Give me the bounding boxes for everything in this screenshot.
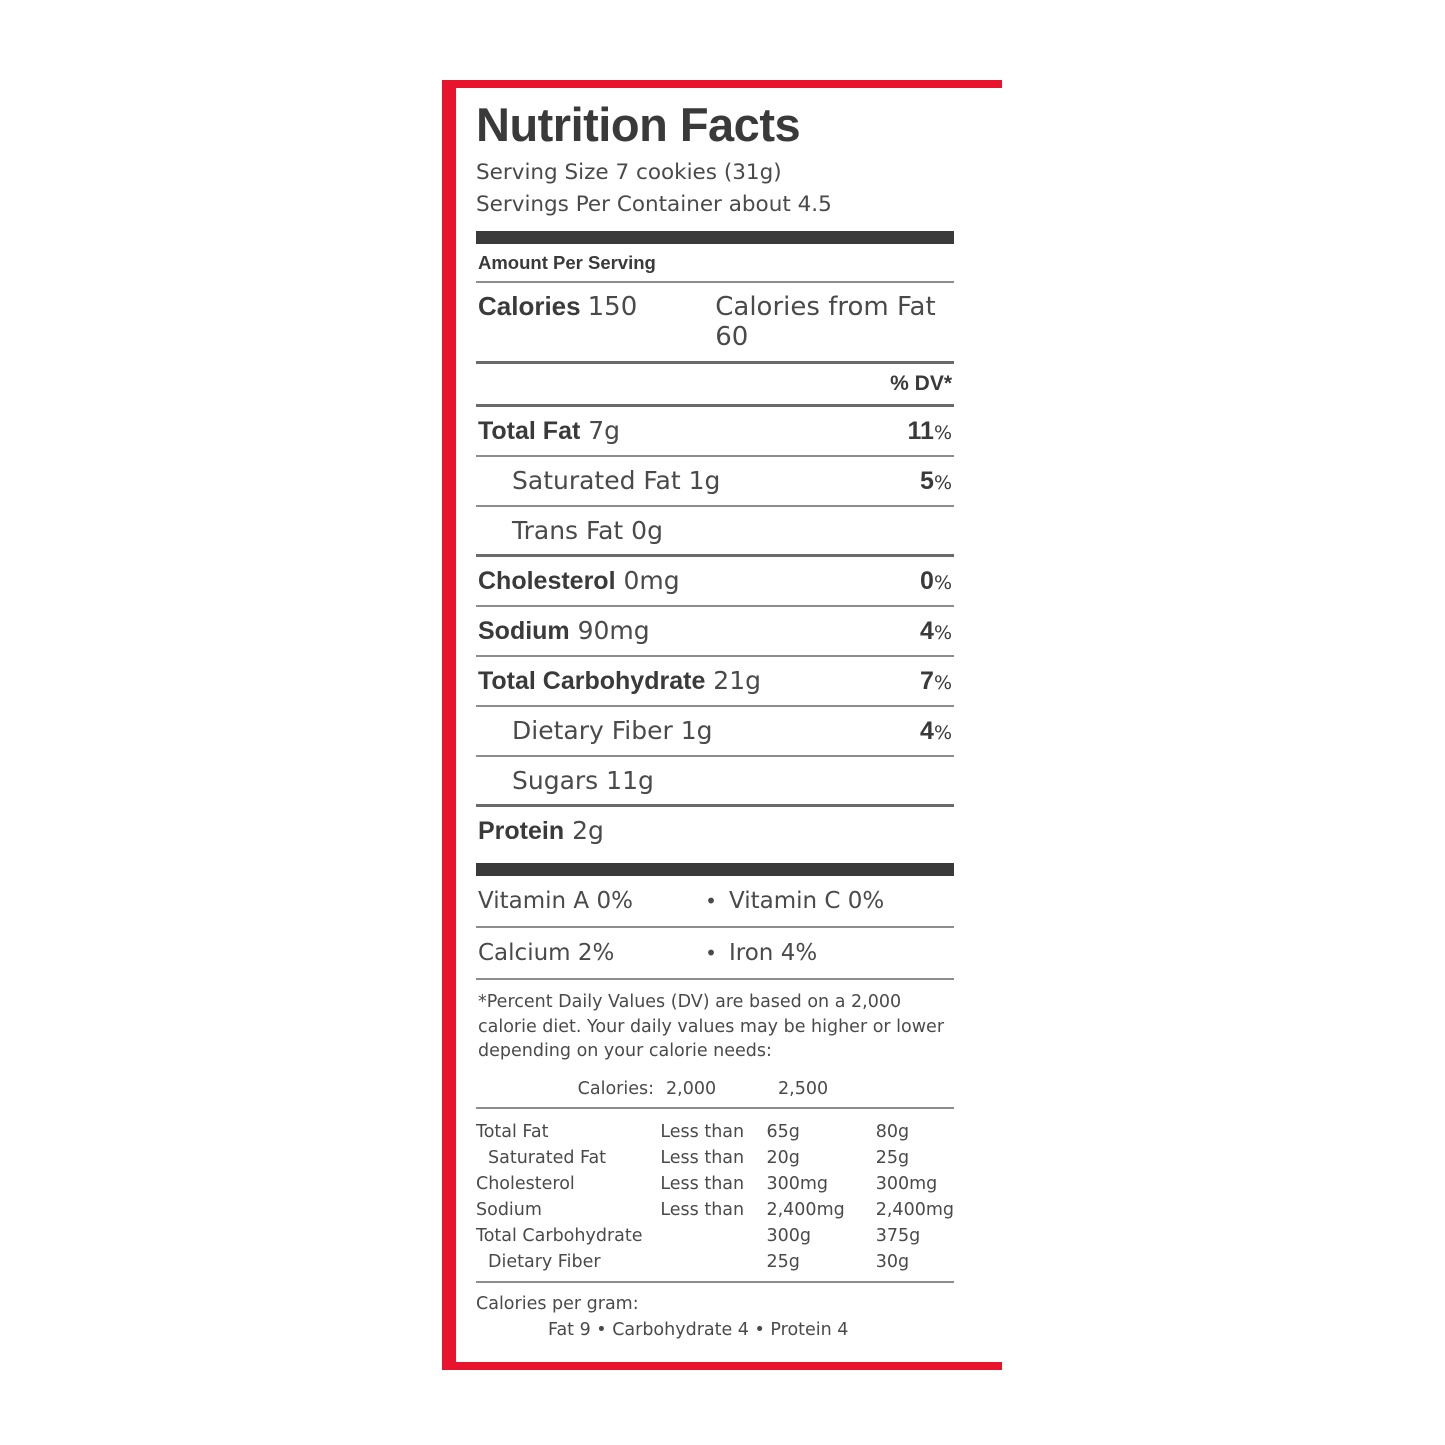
table-header-row <box>476 1076 954 1105</box>
nutrient-dv: 4% <box>920 716 952 745</box>
nutrient-amount: 2g <box>572 815 604 845</box>
amount-per-serving-label: Amount Per Serving <box>478 251 656 273</box>
nutrient-amount: 90mg <box>577 615 650 645</box>
table-row: Dietary Fiber 25g 30g <box>488 1252 910 1273</box>
nutrient-row-sugars <box>476 757 954 804</box>
table-row: Cholesterol Less than 300mg 300mg <box>476 1174 938 1195</box>
page-title: Nutrition Facts <box>476 98 801 151</box>
nutrient-name: Sugars <box>512 765 599 795</box>
nutrient-name: Trans Fat <box>512 515 624 545</box>
nutrient-name: Cholesterol <box>478 566 616 595</box>
nutrient-name: Total Carbohydrate <box>478 666 706 695</box>
bullet-dot-icon: • <box>705 940 717 965</box>
calories-from-fat: Calories from Fat 60 <box>715 291 936 352</box>
calories-value: 150 <box>587 291 638 322</box>
vitamin-a: Vitamin A 0% <box>478 887 633 914</box>
calories-row <box>476 283 954 361</box>
calories-label: Calories <box>478 290 581 321</box>
nutrient-row-trans-fat <box>476 507 954 554</box>
divider-thick-bottom <box>476 863 954 876</box>
nutrient-name: Saturated Fat <box>512 465 681 495</box>
nutrition-facts-label <box>476 100 954 1344</box>
nutrient-amount: 0g <box>631 515 663 545</box>
nutrient-amount: 0mg <box>623 565 680 595</box>
calories-per-gram-label: Calories per gram: <box>476 1294 639 1315</box>
nutrient-row-total-carbohydrate <box>476 657 954 705</box>
nutrient-amount: 7g <box>588 415 621 445</box>
nutrient-dv: 11% <box>907 416 952 445</box>
nutrient-row-sodium <box>476 607 954 655</box>
table-row: Total Fat Less than 65g 80g <box>476 1122 910 1143</box>
divider-thick-top <box>476 231 954 244</box>
bullet-dot-icon: • <box>705 888 717 913</box>
nutrient-name: Total Fat <box>478 416 581 445</box>
nutrient-row-protein <box>476 807 954 855</box>
iron: Iron 4% <box>729 939 818 966</box>
nutrient-row-cholesterol <box>476 557 954 605</box>
nutrient-row-total-fat <box>476 407 954 455</box>
divider <box>476 1107 954 1109</box>
nutrient-name: Protein <box>478 816 565 845</box>
table-row: Saturated Fat Less than 20g 25g <box>488 1148 910 1169</box>
nutrient-dv: 4% <box>920 616 952 645</box>
daily-values-table <box>476 1076 954 1105</box>
dv-col-2500: 2,500 <box>778 1079 829 1100</box>
nutrient-dv: 7% <box>920 666 952 695</box>
dv-col-2000: 2,000 <box>666 1079 717 1100</box>
vitamin-row-2 <box>476 928 954 978</box>
dv-calories-label: Calories: <box>577 1079 654 1100</box>
daily-values-rows <box>476 1119 954 1275</box>
nutrient-dv: 5% <box>920 466 952 495</box>
nutrient-amount: 1g <box>680 715 713 745</box>
nutrient-row-dietary-fiber <box>476 707 954 755</box>
nutrient-row-saturated-fat <box>476 457 954 505</box>
serving-size: Serving Size 7 cookies (31g) <box>476 160 782 186</box>
calcium: Calcium 2% <box>478 939 615 966</box>
nutrient-amount: 11g <box>606 765 654 795</box>
servings-per-container: Servings Per Container about 4.5 <box>476 191 832 217</box>
vitamin-row-1 <box>476 876 954 926</box>
daily-value-footnote: *Percent Daily Values (DV) are based on a 2,000 calorie diet. Your daily values may be higher or lower depending on your calorie needs: <box>478 991 945 1062</box>
vitamin-c: Vitamin C 0% <box>729 887 885 914</box>
calories-per-gram <box>476 1283 954 1344</box>
nutrient-name: Sodium <box>478 616 570 645</box>
daily-value-header: % DV* <box>890 371 952 395</box>
table-row: Total Carbohydrate 300g 375g <box>476 1226 921 1247</box>
table-row: Sodium Less than 2,400mg 2,400mg <box>476 1200 954 1221</box>
nutrient-name: Dietary Fiber <box>512 715 673 745</box>
nutrient-amount: 1g <box>688 465 721 495</box>
calories-per-gram-detail: Fat 9 • Carbohydrate 4 • Protein 4 <box>548 1320 849 1341</box>
nutrient-dv: 0% <box>920 566 952 595</box>
nutrient-amount: 21g <box>713 665 761 695</box>
